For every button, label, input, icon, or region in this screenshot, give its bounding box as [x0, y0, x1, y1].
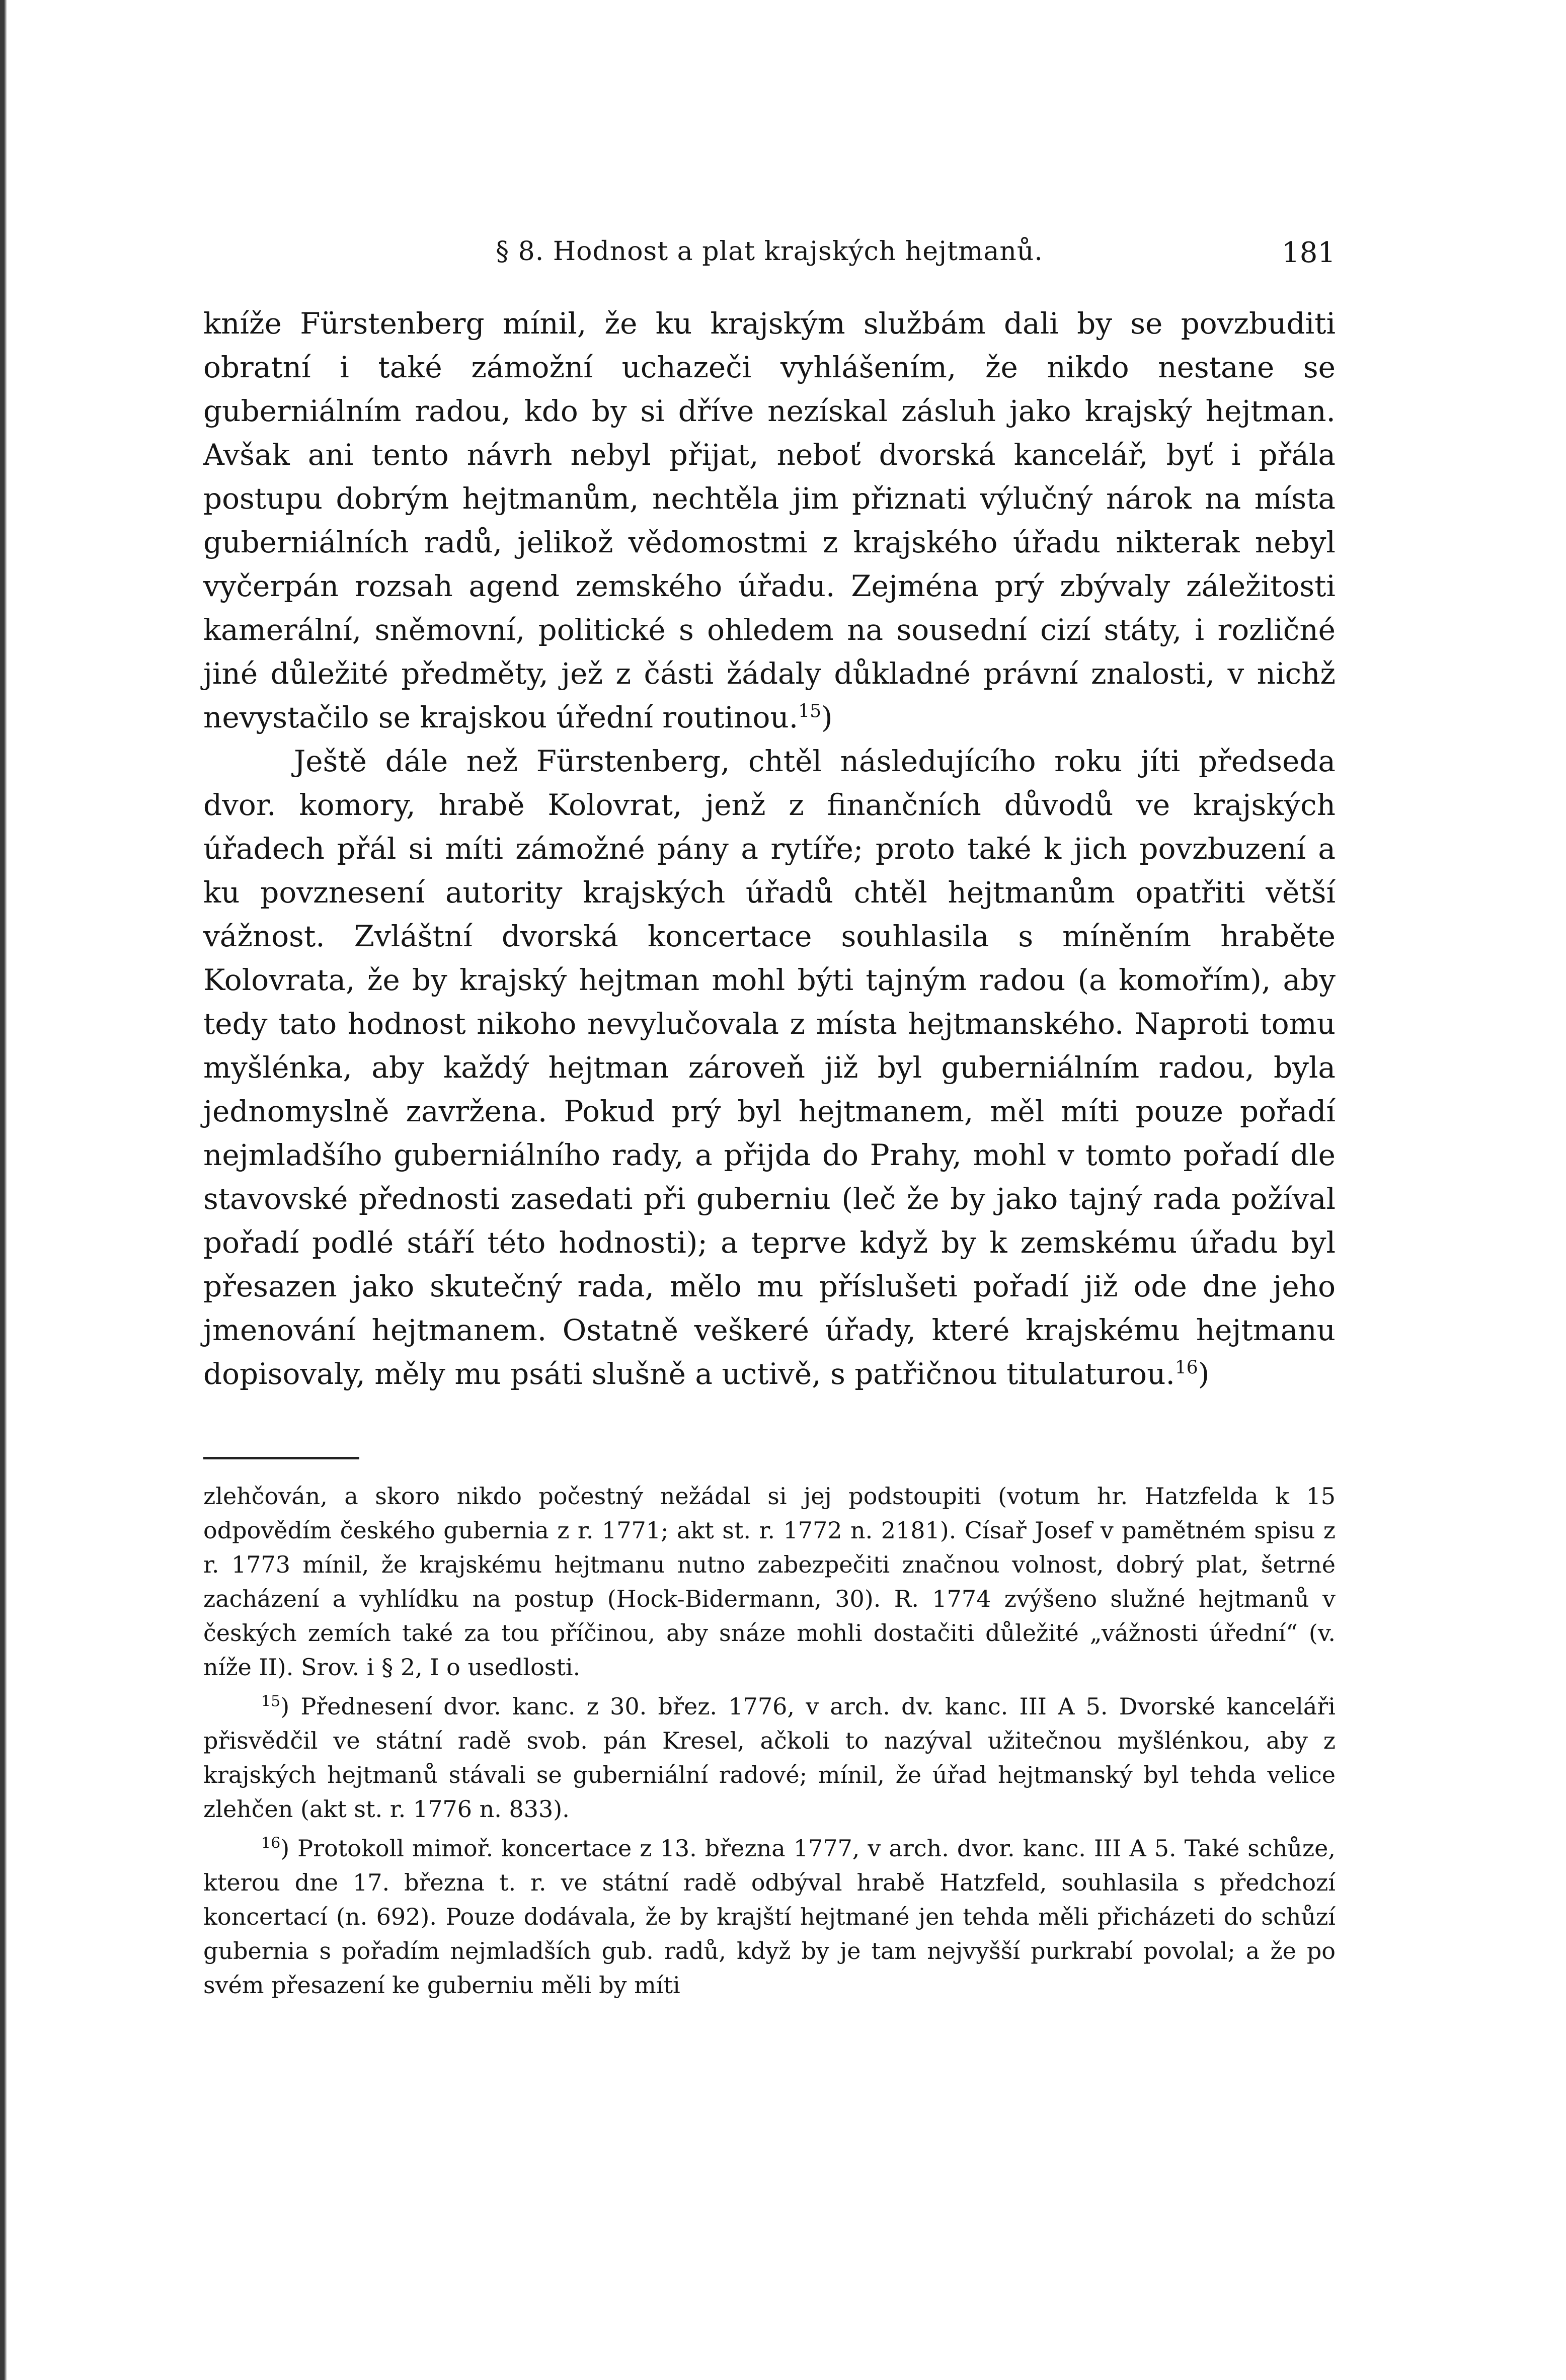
footnote-ref-15-paren: ): [821, 700, 833, 734]
footnote-16-text: ) Protokoll mimoř. koncertace z 13. března 1777, v arch. dvor. kanc. III A 5. Také schůze, kterou dne 17. března t. r. ve státní radě odbýval hrabě Hatzfeld, souhlasila s předchozí koncertací (n. 692). Pouze dodávala, že by krajští hejtmané jen tehda měli přicházeti do schůzí gubernia s pořadím nejmladších gub. radů, když by je tam nejvyšší purkrabí povolal; a že po svém přesazení ke guberniu měli by míti: [203, 1835, 1336, 1999]
page-header: [203, 236, 1336, 277]
paragraph-1: [203, 302, 1336, 740]
paragraph-2: [203, 740, 1336, 1396]
footnote-15-text: ) Přednesení dvor. kanc. z 30. břez. 1776, v arch. dv. kanc. III A 5. Dvorské kanceláři přisvědčil ve státní radě svob. pán Kresel, ačkoli to nazýval užitečnou myšlénkou, aby z krajských hejtmanů stávali se guberniální radové; mínil, že úřad hejtmanský byl tehda velice zlehčen (akt st. r. 1776 n. 833).: [203, 1693, 1336, 1823]
footnotes: [203, 1479, 1336, 2007]
footnote-ref-16-paren: ): [1198, 1357, 1210, 1391]
footnote-16: [203, 1831, 1336, 2002]
footnote-16-mark: 16: [261, 1834, 281, 1852]
running-head: § 8. Hodnost a plat krajských hejtmanů.: [496, 236, 1043, 267]
paragraph-1-text: kníže Fürstenberg mínil, že ku krajským službám dali by se povzbuditi obratní i také zámožní uchazeči vyhlášením, že nikdo nestane se guberniálním radou, kdo by si dříve nezískal zásluh jako krajský hejtman. Avšak ani tento návrh nebyl přijat, neboť dvorská kancelář, byť i přála postupu dobrým hejtmanům, nechtěla jim přiznati výlučný nárok na místa guberniálních radů, jelikož vědomostmi z krajského úřadu nikterak nebyl vyčerpán rozsah agend zemského úřadu. Zejména prý zbývaly záležitosti kamerální, sněmovní, politické s ohledem na sousední cizí státy, i rozličné jiné důležité předměty, jež z části žádaly důkladné právní znalosti, v nichž nevystačilo se krajskou úřední routinou.: [203, 306, 1336, 734]
scan-edge: [0, 0, 7, 2380]
page-number: 181: [1282, 236, 1336, 269]
footnote-rule: [203, 1457, 359, 1459]
footnote-15: [203, 1689, 1336, 1826]
footnote-ref-16: 16: [1174, 1357, 1198, 1378]
footnote-continued: zlehčován, a skoro nikdo počestný nežádal si jej podstoupiti (votum hr. Hatzfelda k 15 odpovědím českého gubernia z r. 1771; akt st. r. 1772 n. 2181). Císař Josef v pamětném spisu z r. 1773 mínil, že krajskému hejtmanu nutno zabezpečiti značnou volnost, dobrý plat, šetrné zacházení a vyhlídku na postup (Hock-Bidermann, 30). R. 1774 zvýšeno služné hejtmanů v českých zemích také za tou příčinou, aby snáze mohli dostačiti důležité „vážnosti úřední“ (v. níže II). Srov. i § 2, I o usedlosti.: [203, 1483, 1336, 1681]
footnote-ref-15: 15: [798, 701, 821, 722]
footnote-15-mark: 15: [261, 1692, 281, 1710]
paragraph-2-text: Ještě dále než Fürstenberg, chtěl následujícího roku jíti předseda dvor. komory, hrabě Kolovrat, jenž z finančních důvodů ve krajských úřadech přál si míti zámožné pány a rytíře; proto také k jich povzbuzení a ku povznesení autority krajských úřadů chtěl hejtmanům opatřiti větší vážnost. Zvláštní dvorská koncertace souhlasila s míněním hraběte Kolovrata, že by krajský hejtman mohl býti tajným radou (a komořím), aby tedy tato hodnost nikoho nevylučovala z místa hejtmanského. Naproti tomu myšlénka, aby každý hejtman zároveň již byl guberniálním radou, byla jednomyslně zavržena. Pokud prý byl hejtmanem, měl míti pouze pořadí nejmladšího guberniálního rady, a přijda do Prahy, mohl v tomto pořadí dle stavovské přednosti zasedati při guberniu (leč že by jako tajný rada požíval pořadí podlé stáří této hodnosti); a teprve když by k zemskému úřadu byl přesazen jako skutečný rada, mělo mu příslušeti pořadí již ode dne jeho jmenování hejtmanem. Ostatně veškeré úřady, které krajskému hejtmanu dopisovaly, měly mu psáti slušně a uctivě, s patřičnou titulaturou.: [203, 744, 1336, 1391]
body-text: [203, 302, 1336, 1396]
